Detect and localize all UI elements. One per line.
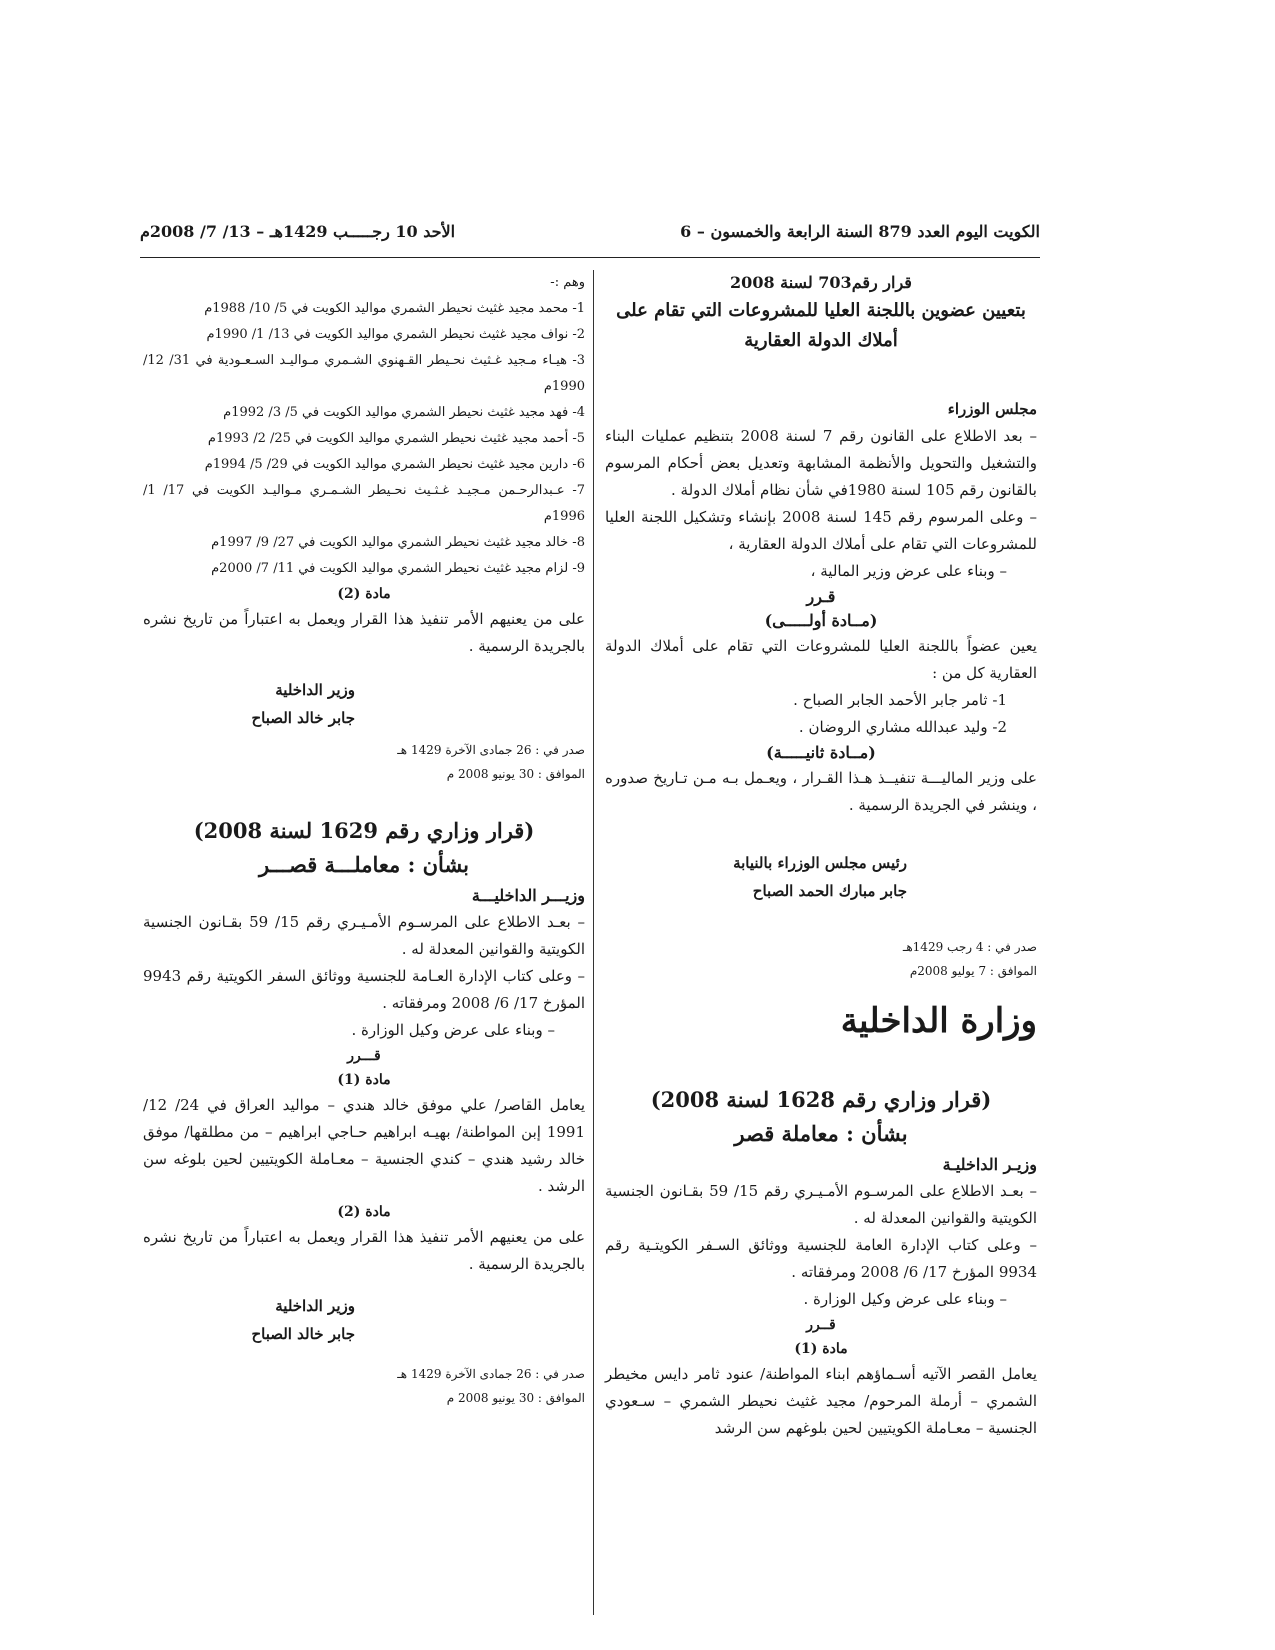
article-2-heading: مادة (2): [337, 1204, 391, 1220]
preamble-1: – بعـد الاطلاع على المرسـوم الأمـيـري رقم 15/ 59 بقـانون الجنسية الكويتية والقوانين المعدلة له .: [143, 913, 585, 958]
decree-1629-subject: بشأن : معاملـــة قصـــر: [258, 852, 470, 877]
page-header: [140, 222, 1040, 256]
child-4: 4- فهد مجيد غثيث نحيطر الشمري مواليد الكويت في 5/ 3/ 1992م: [223, 405, 585, 420]
decided-heading: قــرر: [806, 1317, 836, 1333]
minister-heading: وزيـــر الداخليـــة: [471, 886, 585, 905]
article-1-text: يعامل القصر الآتيه أسـماؤهم ابناء المواطنة/ عنود ثامر دايس مخيطر الشمري – أرملة المرحوم/ مجيد غثيث نحيطر الشمري – سـعودي الجنسية – معـاملة الكويتيين لحين بلوغهم سن الرشد: [605, 1365, 1037, 1437]
header-date: الأحد 10 رجـــــب 1429هـ – 13/ 7/ 2008م: [140, 222, 456, 241]
corresponding-date: الموافق : 7 يوليو 2008م: [909, 964, 1037, 978]
minister-heading: وزيـر الداخليـة: [942, 1155, 1037, 1174]
decree-703-subject: بتعيين عضوين باللجنة العليا للمشروعات التي تقام على أملاك الدولة العقارية: [616, 300, 1026, 351]
minister-title: وزير الداخلية: [275, 1297, 355, 1315]
minister-name: جابر خالد الصباح: [251, 709, 355, 727]
member-2: 2- وليد عبدالله مشاري الروضان .: [798, 718, 1007, 736]
pm-name: جابر مبارك الحمد الصباح: [752, 882, 907, 900]
ministry-heading: وزارة الداخلية: [840, 1001, 1037, 1041]
preamble-2: – وعلى المرسوم رقم 145 لسنة 2008 بإنشاء وتشكيل اللجنة العليا للمشروعات التي تقام على أملاك الدولة العقارية ،: [605, 508, 1037, 553]
child-3: 3- هيـاء مـجيد غـثيث نحـيطر القـهنوي الشـمري مـواليـد السـعـودية في 31/ 12/ 1990م: [143, 353, 585, 394]
header-issue: الكويت اليوم العدد 879 السنة الرابعة والخمسون – 6: [680, 222, 1040, 241]
preamble-3: – وبناء على عرض وزير المالية ،: [810, 562, 1007, 580]
decided-heading: قـــرر: [347, 1048, 381, 1064]
child-2: 2- نواف مجيد غثيث نحيطر الشمري مواليد الكويت في 13/ 1/ 1990م: [206, 327, 585, 342]
article-1-text: يعامل القاصر/ علي موفق خالد هندي – مواليد العراق في 24/ 12/ 1991 إبن المواطنة/ بهيـه ابراهيم حـاجي ابراهيم – من مطلقها/ موفق خالد رشيد هندي – كندي الجنسية – معـاملة الكويتيين لحين بلوغه سن الرشد .: [143, 1096, 586, 1195]
right-column: [605, 270, 1037, 1442]
preamble-1: – بعـد الاطلاع على المرسـوم الأمـيـري رقم 15/ 59 بقـانون الجنسية الكويتية والقوانين المعدلة له .: [605, 1182, 1037, 1227]
decree-1628-title: (قرار وزاري رقم 1628 لسنة 2008): [650, 1087, 992, 1112]
child-6: 6- دارين مجيد غثيث نحيطر الشمري مواليد الكويت في 29/ 5/ 1994م: [204, 457, 585, 472]
children-intro: وهم :-: [550, 275, 585, 290]
child-5: 5- أحمد مجيد غثيث نحيطر الشمري مواليد الكويت في 25/ 2/ 1993م: [207, 431, 585, 446]
article-2-text: على وزير الماليـــة تنفيــذ هـذا القـرار ، ويعـمل بـه مـن تـاريخ صدوره ، وينشر في الجريدة الرسمية .: [605, 769, 1037, 814]
column-divider: [593, 270, 594, 1615]
member-1: 1- ثامر جابر الأحمد الجابر الصباح .: [793, 691, 1007, 709]
preamble-2: – وعلى كتاب الإدارة العـامة للجنسية ووثائق السفر الكويتية رقم 9943 المؤرخ 17/ 6/ 2008 ومرفقاته .: [143, 967, 585, 1012]
preamble-3: – وبناء على عرض وكيل الوزارة .: [803, 1290, 1007, 1308]
child-8: 8- خالد مجيد غثيث نحيطر الشمري مواليد الكويت في 27/ 9/ 1997م: [211, 535, 585, 550]
preamble-2: – وعلى كتاب الإدارة العامة للجنسية ووثائق السـفر الكويتـية رقم 9934 المؤرخ 17/ 6/ 2008 ومرفقاته .: [605, 1236, 1037, 1281]
preamble-1: – بعد الاطلاع على القانون رقم 7 لسنة 2008 بتنظيم عمليات البناء والتشغيل والتحويل والأنظمة المشابهة وتعديل بعض أحكام المرسوم بالقانون رقم 105 لسنة 1980في شأن نظام أملاك الدولة .: [605, 427, 1037, 499]
child-7: 7- عـبدالرحـمن مـجيـد غـثـيث نحـيطر الشـمـري مـواليـد الكويت في 17/ 1/ 1996م: [143, 483, 586, 524]
decree-703-title: قرار رقم703 لسنة 2008: [730, 273, 912, 292]
minister-name: جابر خالد الصباح: [251, 1325, 355, 1343]
article-2-text: على من يعنيهم الأمر تنفيذ هذا القرار ويعمل به اعتباراً من تاريخ نشره بالجريدة الرسمية .: [143, 1228, 585, 1273]
article-1-text: يعين عضواً باللجنة العليا للمشروعات التي تقام على أملاك الدولة العقارية كل من :: [605, 637, 1037, 682]
preamble-3: – وبناء على عرض وكيل الوزارة .: [351, 1021, 555, 1039]
corresponding-date: الموافق : 30 يونيو 2008 م: [446, 767, 585, 781]
decree-1629-title: (قرار وزاري رقم 1629 لسنة 2008): [193, 818, 535, 843]
header-rule: [140, 257, 1040, 258]
pm-title: رئيس مجلس الوزراء بالنيابة: [733, 854, 907, 872]
child-1: 1- محمد مجيد غثيث نحيطر الشمري مواليد الكويت في 5/ 10/ 1988م: [204, 301, 585, 316]
article-2-heading: مادة (2): [337, 586, 391, 602]
issued-date: صدر في : 26 جمادى الآخرة 1429 هـ: [397, 1367, 585, 1381]
article-2-heading: (مــادة ثانيـــــة): [766, 743, 876, 762]
corresponding-date: الموافق : 30 يونيو 2008 م: [446, 1391, 585, 1405]
child-9: 9- لزام مجيد غثيث نحيطر الشمري مواليد الكويت في 11/ 7/ 2000م: [211, 561, 585, 576]
issued-date: صدر في : 26 جمادى الآخرة 1429 هـ: [397, 743, 585, 757]
article-2-text: على من يعنيهم الأمر تنفيذ هذا القرار ويعمل به اعتباراً من تاريخ نشره بالجريدة الرسمية .: [143, 610, 585, 655]
minister-title: وزير الداخلية: [275, 681, 355, 699]
article-1-heading: (مــادة أولـــــى): [764, 611, 878, 630]
left-column: [143, 270, 585, 1410]
article-1-heading: مادة (1): [337, 1072, 391, 1088]
decree-1628-subject: بشأن : معاملة قصر: [734, 1121, 908, 1146]
article-1-heading: مادة (1): [794, 1341, 848, 1357]
issued-date: صدر في : 4 رجب 1429هـ: [902, 940, 1037, 954]
decided-heading: قـرر: [806, 587, 836, 606]
council-heading: مجلس الوزراء: [947, 400, 1037, 418]
